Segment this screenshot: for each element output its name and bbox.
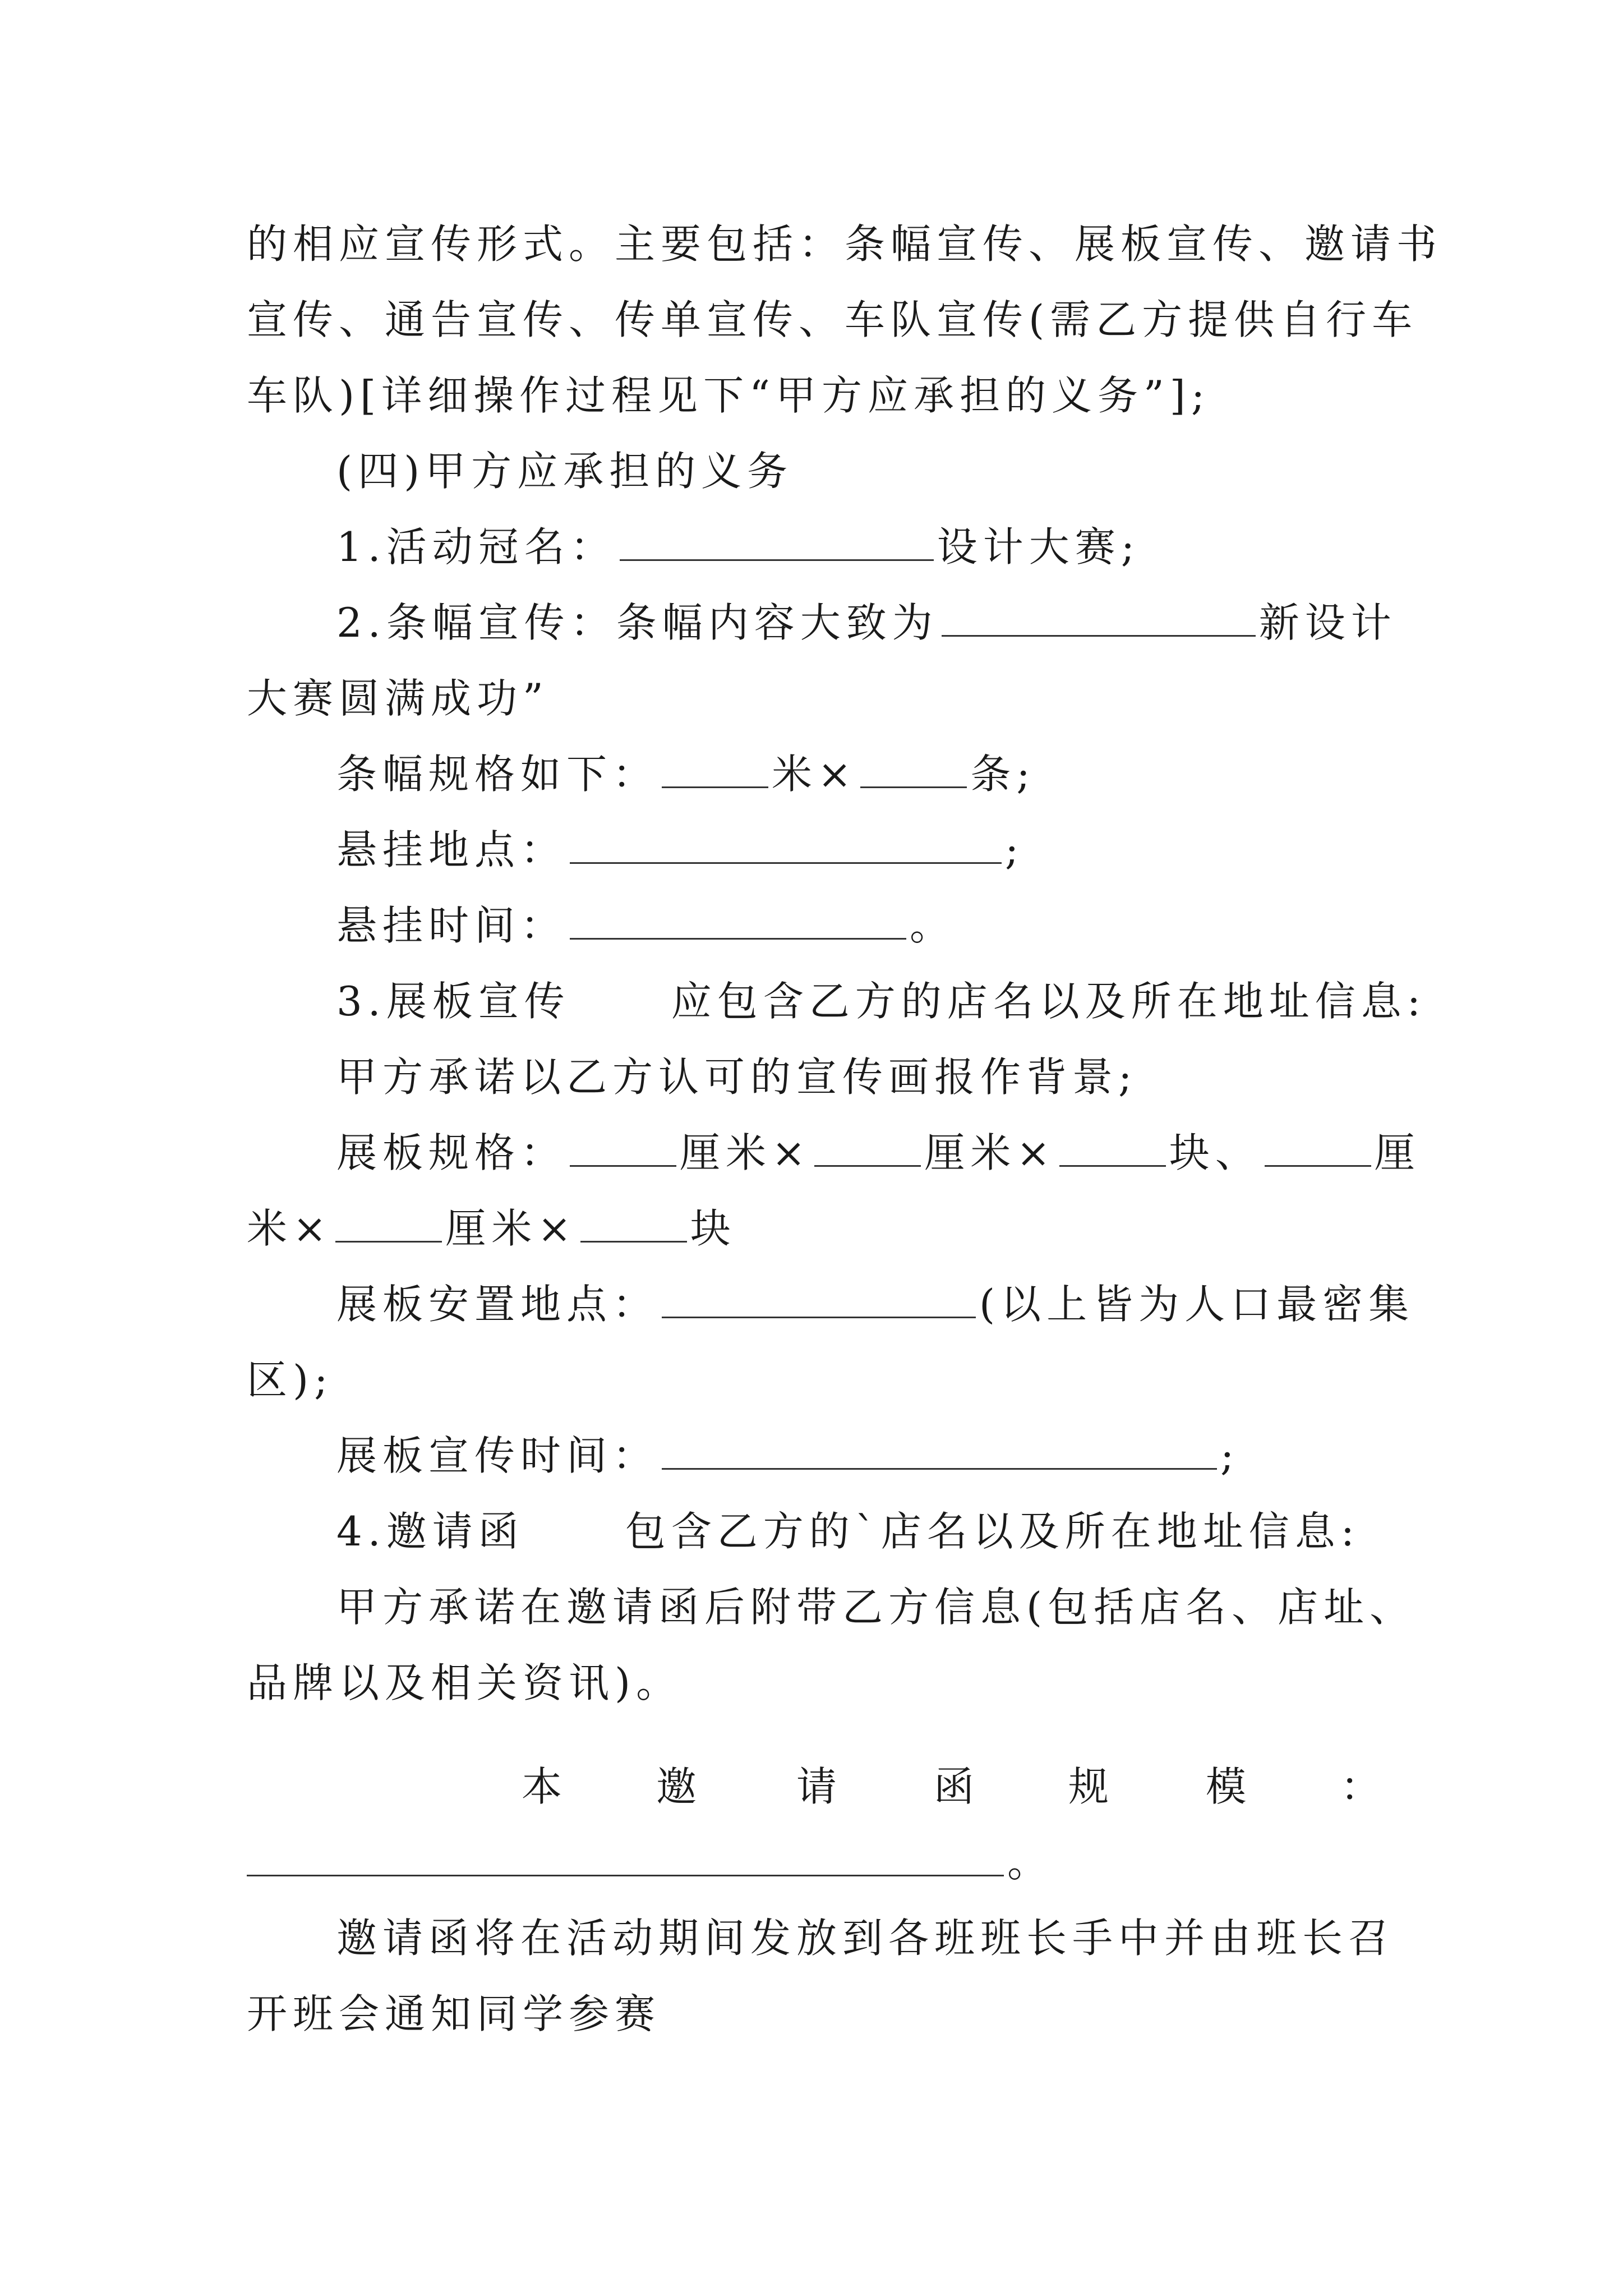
item-3-promise: 甲方承诺以乙方认可的宣传画报作背景; — [336, 1053, 1138, 1101]
board-time-suffix: ; — [1220, 1432, 1240, 1479]
hang-place-label: 悬挂地点： — [336, 826, 567, 873]
paragraph-line-3: 车队)[详细操作过程见下“甲方应承担的义务”]; — [247, 372, 1211, 419]
item-4-promise-continuation: 品牌以及相关资讯)。 — [247, 1659, 683, 1706]
banner-spec-unit: 米× — [772, 751, 857, 798]
invitation-scale-blank-line — [247, 1834, 1391, 1890]
blank-board-width-2 — [1265, 1130, 1371, 1167]
item-3-label: 3.展板宣传 — [336, 978, 570, 1025]
item-4-promise: 甲方承诺在邀请函后附带乙方信息(包括店名、店址、 — [336, 1584, 1416, 1631]
item-4-invitation — [336, 1503, 1391, 1559]
board-unit-3-cont: 米× — [247, 1205, 333, 1252]
hang-time-line — [336, 898, 1391, 954]
distribution-line: 邀请函将在活动期间发放到各班班长手中并由班长召 — [336, 1915, 1395, 1962]
board-unit-3: 厘 — [1374, 1129, 1421, 1176]
item-1-suffix: 设计大赛; — [937, 523, 1140, 570]
blank-sponsor-name — [620, 524, 934, 561]
scale-char-2: 邀 — [656, 1763, 697, 1810]
blank-banner-length — [662, 752, 768, 788]
item-1-label: 1.活动冠名： — [336, 523, 616, 570]
scale-char-3: 请 — [796, 1763, 837, 1810]
blank-board-place — [662, 1282, 976, 1318]
scale-char-1: 本 — [522, 1763, 562, 1810]
board-spec-continuation — [247, 1200, 1391, 1257]
section-heading-obligations: (四)甲方应承担的义务 — [336, 448, 794, 495]
board-place-note: (以上皆为人口最密集 — [979, 1281, 1415, 1328]
board-block-sep: 块、 — [1169, 1129, 1261, 1176]
blank-board-height-2 — [335, 1206, 442, 1243]
board-place-line — [336, 1276, 1415, 1332]
item-3-description: 应包含乙方的店名以及所在地址信息: — [671, 978, 1426, 1025]
item-4-description: 包含乙方的`店名以及所在地址信息: — [625, 1508, 1360, 1555]
blank-board-width-1 — [570, 1130, 676, 1167]
blank-board-height-1 — [814, 1130, 921, 1167]
banner-spec-label: 条幅规格如下： — [336, 751, 659, 798]
blank-board-time — [662, 1433, 1217, 1470]
item-2-suffix: 新设计 — [1258, 599, 1397, 646]
scale-char-5: 规 — [1068, 1763, 1109, 1810]
board-time-label: 展板宣传时间： — [336, 1432, 659, 1479]
blank-hang-place — [570, 827, 1002, 864]
banner-spec-line — [336, 746, 1391, 802]
hang-place-suffix: ; — [1005, 826, 1025, 873]
distribution-continuation: 开班会通知同学参赛 — [247, 1990, 661, 2037]
hang-time-label: 悬挂时间： — [336, 902, 567, 949]
scale-end: 。 — [1007, 1839, 1054, 1886]
blank-board-count-2 — [580, 1206, 687, 1243]
blank-invitation-scale — [247, 1840, 1004, 1876]
item-2-continuation: 大赛圆满成功” — [247, 675, 549, 722]
board-unit-1: 厘米× — [680, 1129, 811, 1176]
board-time-line — [336, 1428, 1391, 1484]
blank-banner-count — [860, 752, 967, 788]
item-4-label: 4.邀请函 — [336, 1508, 524, 1555]
paragraph-line-2: 宣传、通告宣传、传单宣传、车队宣传(需乙方提供自行车 — [247, 296, 1418, 343]
item-3-display-board — [336, 973, 1426, 1029]
scale-char-6: 模 — [1206, 1763, 1247, 1810]
item-1-title-sponsorship — [336, 519, 1391, 575]
blank-hang-time — [570, 903, 906, 940]
paragraph-line-1: 的相应宣传形式。主要包括：条幅宣传、展板宣传、邀请书 — [247, 220, 1443, 268]
hang-place-line — [336, 822, 1391, 878]
board-spec-label: 展板规格： — [336, 1129, 567, 1176]
blank-banner-content — [942, 600, 1256, 637]
banner-spec-suffix: 条; — [970, 751, 1036, 798]
item-2-banner — [336, 595, 1397, 651]
blank-board-count-1 — [1059, 1130, 1166, 1167]
board-place-label: 展板安置地点： — [336, 1281, 659, 1328]
board-place-continuation: 区); — [247, 1356, 334, 1404]
board-spec-line — [336, 1125, 1421, 1181]
hang-time-suffix: 。 — [910, 902, 956, 949]
board-unit-2: 厘米× — [924, 1129, 1056, 1176]
board-block-end: 块 — [690, 1205, 736, 1252]
scale-char-7: ： — [1340, 1763, 1381, 1810]
scale-char-4: 函 — [934, 1763, 975, 1810]
board-unit-4: 厘米× — [445, 1205, 577, 1252]
item-2-label: 2.条幅宣传：条幅内容大致为 — [336, 599, 938, 646]
